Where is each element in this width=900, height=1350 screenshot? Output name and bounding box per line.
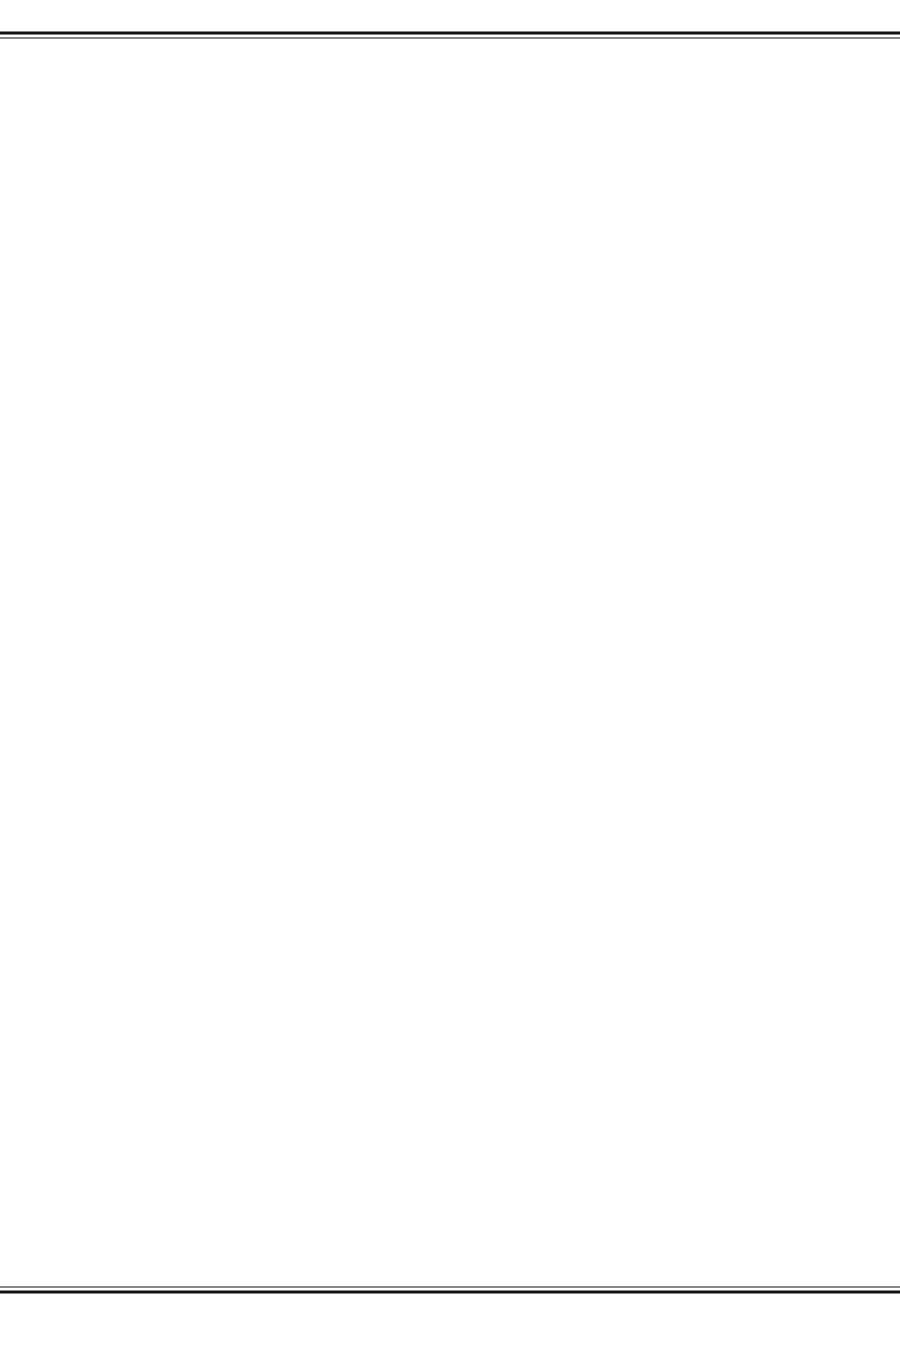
top-ornamental-border: [0, 0, 900, 90]
bottom-ornamental-border: [0, 1230, 900, 1320]
